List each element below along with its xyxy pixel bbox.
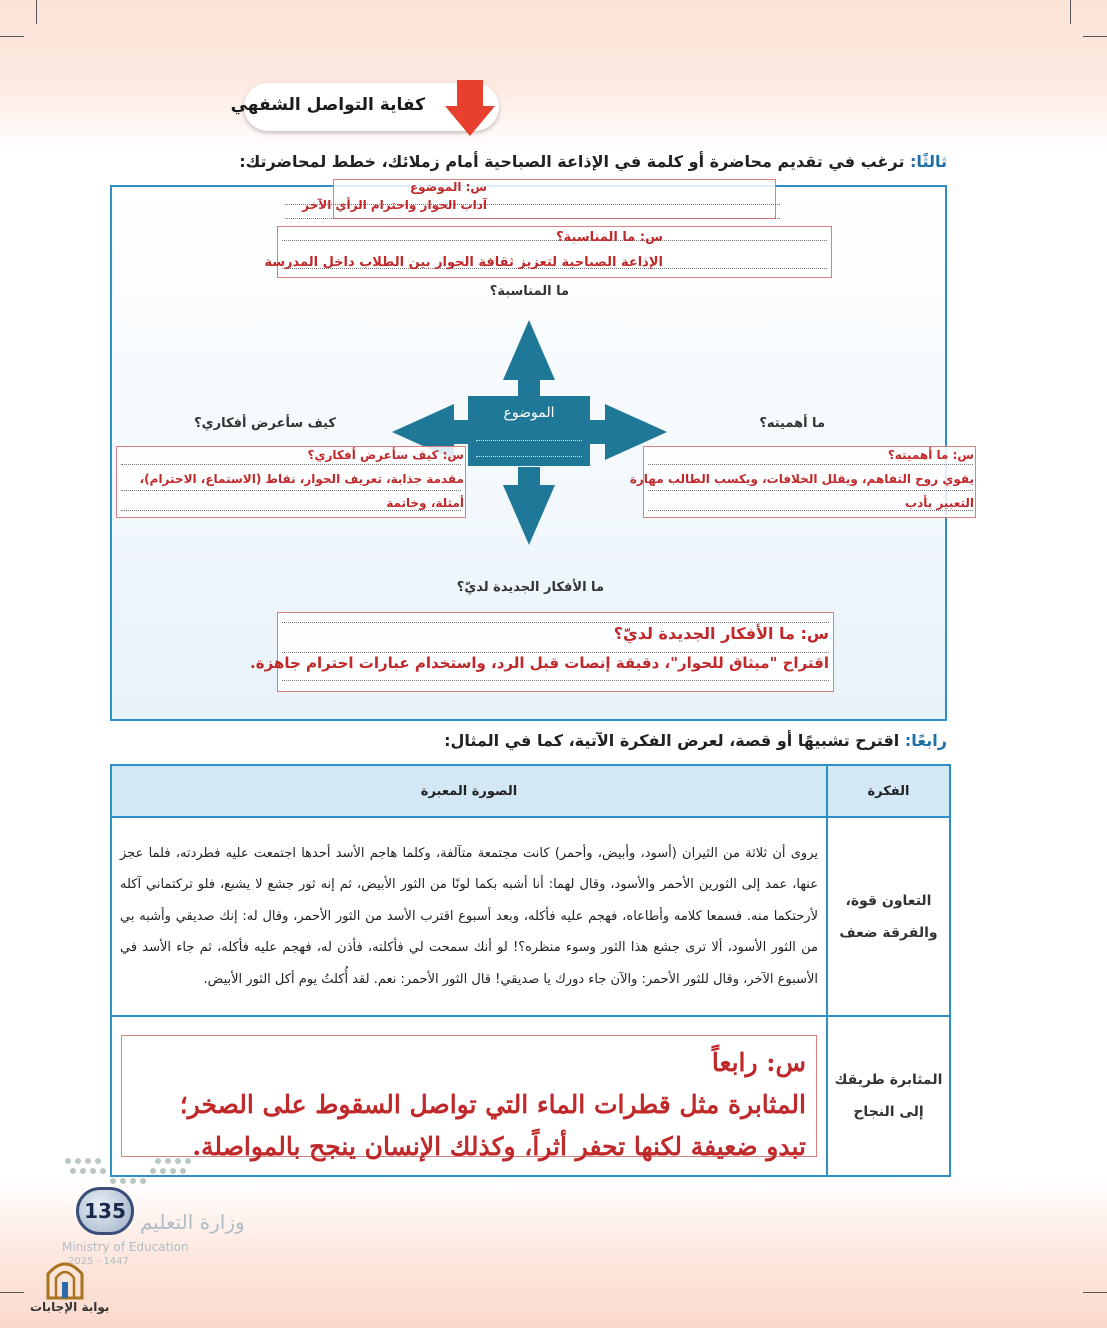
crop-mark: [1083, 36, 1107, 37]
ministry-logo-dots-icon: [62, 1155, 202, 1195]
new-ideas-label: ما الأفكار الجديدة لديّ؟: [456, 580, 604, 595]
presentation-question: س: كيف سأعرض أفكاري؟: [307, 448, 464, 462]
presentation-answer-line1: مقدمة جذابة، تعريف الحوار، نقاط (الاستماع، الاحترام)،: [139, 472, 464, 486]
dotted-line: [285, 218, 780, 219]
section4-heading: [444, 731, 947, 750]
row2-answer-question: س: رابعاً: [711, 1048, 806, 1077]
presentation-label: كيف سأعرض أفكاري؟: [194, 416, 336, 431]
row1-idea: [827, 817, 950, 1016]
dotted-line: [282, 622, 829, 623]
table-header-row: [111, 765, 950, 817]
importance-label: ما أهميته؟: [759, 416, 825, 431]
crop-mark: [0, 36, 24, 37]
center-topic-label: الموضوع: [503, 405, 555, 421]
top-decorative-band: [0, 0, 1107, 150]
section4-prompt: اقترح تشبيهًا أو قصة، لعرض الفكرة الآتية، كما في المثال:: [444, 731, 900, 750]
dotted-line: [648, 510, 973, 511]
row2-answer-text: المثابرة مثل قطرات الماء التي تواصل السقوط على الصخر؛ تبدو ضعيفة لكنها تحفر أثراً، وكذلك الإنسان ينجح بالمواصلة.: [179, 1090, 806, 1161]
answers-gate-logo-icon: [44, 1256, 86, 1300]
section-title: كفاية التواصل الشفهي: [230, 95, 425, 115]
occasion-question: س: ما المناسبة؟: [556, 230, 663, 245]
row1-idea-line2: والفرقة ضعف: [839, 924, 938, 941]
topic-answer: آداب الحوار واحترام الرأي الآخر: [302, 198, 487, 212]
table-row: [111, 1016, 950, 1176]
dotted-line: [121, 464, 461, 465]
importance-answer-line2: التعبير بأدب: [905, 496, 974, 510]
dotted-line: [282, 680, 829, 681]
section3-prompt: ترغب في تقديم محاضرة أو كلمة في الإذاعة الصباحية أمام زملائك، خطط لمحاضرتك:: [239, 152, 905, 171]
row2-idea-line1: المثابرة طريقك: [834, 1072, 943, 1088]
row2-idea-line2: إلى النجاح: [853, 1104, 924, 1120]
edition-year: 2025 - 1447: [68, 1256, 129, 1267]
ministry-name-en: Ministry of Education: [62, 1240, 189, 1254]
new-ideas-answer: اقتراح "ميثاق للحوار"، دقيقة إنصات قبل الرد، واستخدام عبارات احترام جاهزة.: [250, 654, 829, 672]
table-row: [111, 817, 950, 1016]
presentation-answer-line2: أمثلة، وخاتمة: [386, 496, 464, 510]
section4-lead: رابعًا:: [904, 731, 947, 750]
ministry-name-ar: وزارة التعليم: [140, 1210, 245, 1234]
row2-idea: [827, 1016, 950, 1176]
crop-mark: [1083, 1292, 1107, 1293]
dotted-line: [121, 490, 461, 491]
occasion-answer: الإذاعة الصباحية لتعزيز ثقافة الحوار بين الطلاب داخل المدرسة: [264, 255, 663, 270]
row1-story: يروى أن ثلاثة من الثيران (أسود، وأبيض، وأحمر) كانت مجتمعة متآلفة، وكلما هاجم الأسد أحدها اجتمعت عليه فطردته، فلما عجز عنها، عمد إلى الثورين الأحمر والأسود، وقال لهما: أنا أشبه بكما لونًا من الثور الأبيض، ثم إنه ثور جشع لا يشبع، فلو تركتماني آكله لأرحتكما منه. فسمعا كلامه وأطاعاه، فهجم عليه فأكله، وبعد أسبوع اقترب الأسد من الثور الأحمر، وقال له: إنك صديقي وأشبه بي من الثور الأسود، ألا ترى جشع هذا الثور وسوء منظره؟! لو أنك سمحت لي فأكلته، فأذن له، فهجم عليه فأكله، ثم جاء الأسد في الأسبوع الآخر، وقال للثور الأحمر: والآن جاء دورك يا صديقي! قال الثور الأحمر: نعم. لقد أُكلتُ يوم أكل الثور الأبيض.: [111, 817, 827, 1016]
row2-answer-box: [121, 1035, 817, 1161]
section3-heading: [239, 152, 947, 171]
topic-question: س: الموضوع: [409, 180, 487, 194]
bottom-decorative-band: [0, 1180, 1107, 1328]
column-header-image: الصورة المعبرة: [111, 765, 827, 817]
column-header-idea: الفكرة: [827, 765, 950, 817]
importance-question: س: ما أهميته؟: [887, 448, 974, 462]
crop-mark: [36, 0, 37, 24]
occasion-label: ما المناسبة؟: [489, 284, 569, 299]
red-down-arrow-icon: [445, 80, 495, 136]
ideas-table: [110, 764, 951, 1177]
occasion-answer-box: [277, 226, 832, 278]
new-ideas-question: س: ما الأفكار الجديدة لديّ؟: [613, 624, 829, 643]
section3-lead: ثالثًا:: [910, 152, 947, 171]
dotted-line: [648, 490, 973, 491]
page-number: 135: [76, 1187, 134, 1235]
dotted-line: [121, 510, 461, 511]
importance-answer-line1: يقوي روح التفاهم، ويقلل الخلافات، ويكسب الطالب مهارة: [629, 472, 974, 486]
dotted-line: [282, 240, 827, 241]
dotted-line: [476, 440, 582, 441]
dotted-line: [476, 456, 582, 457]
dotted-line: [648, 464, 973, 465]
answers-gate-label: بوابة الإجابات: [30, 1300, 110, 1314]
dotted-line: [282, 652, 829, 653]
row1-idea-line1: التعاون قوة،: [845, 892, 932, 909]
crop-mark: [1070, 0, 1071, 24]
crop-mark: [0, 1292, 24, 1293]
row2-answer-cell: [111, 1016, 827, 1176]
